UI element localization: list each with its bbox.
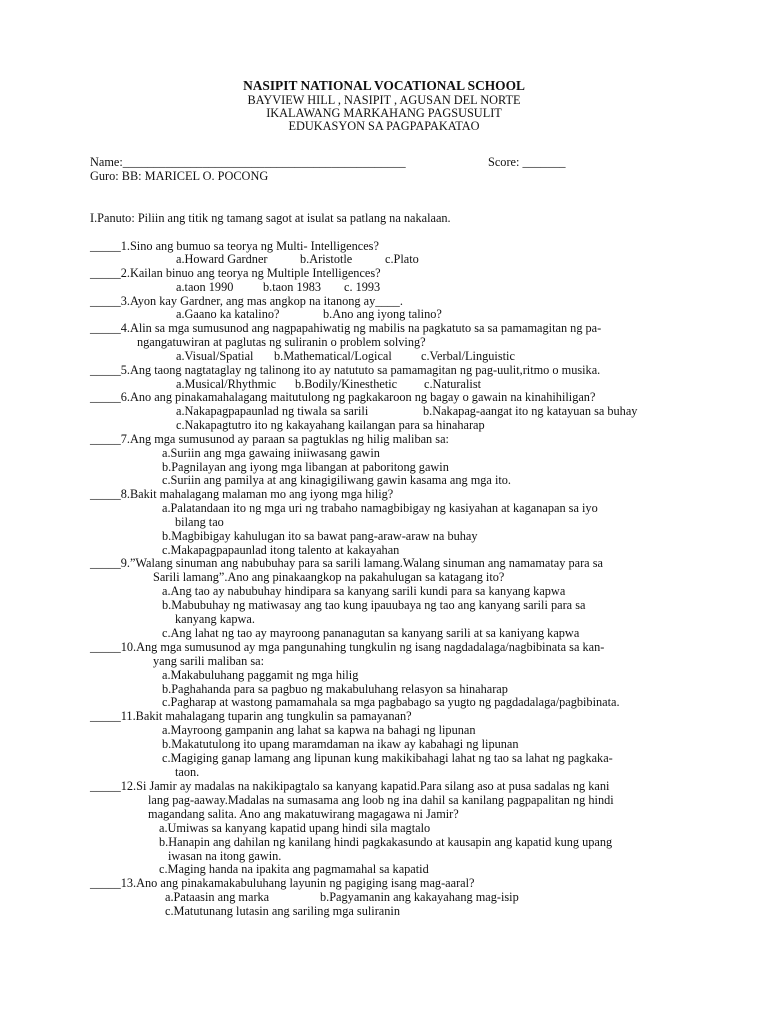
option: a.Musical/Rhythmic (176, 377, 277, 391)
option: a.Mayroong gampanin ang lahat sa kapwa na bahagi ng lipunan (162, 723, 476, 737)
question-stem: ngangatuwiran at paglutas ng suliranin o problem solving? (137, 335, 426, 349)
question-stem: yang sarili maliban sa: (153, 654, 264, 668)
question-stem: _____2.Kailan binuo ang teorya ng Multiple Intelligences? (90, 266, 381, 280)
exam-title: IKALAWANG MARKAHANG PAGSUSULIT (266, 106, 502, 120)
option: a.Pataasin ang marka (165, 890, 270, 904)
option: c.Matutunang lutasin ang sariling mga suliranin (165, 904, 400, 918)
question-stem: _____4.Alin sa mga sumusunod ang nagpapahiwatig ng mabilis na pagkatuto sa sa pamamagitan ng pa- (90, 321, 602, 335)
option: c.Naturalist (424, 377, 482, 391)
question-stem: magandang salita. Ano ang makatuwirang magagawa ni Jamir? (148, 807, 459, 821)
option: b.Hanapin ang dahilan ng kanilang hindi pagkakasundo at kausapin ang kapatid kung upang (159, 835, 613, 849)
option: a.Gaano ka katalino? (176, 307, 280, 321)
option: a.Makabuluhang paggamit ng mga hilig (162, 668, 359, 682)
option: a.Ang tao ay nabubuhay hindipara sa kanyang sarili kundi para sa kanyang kapwa (162, 584, 566, 598)
instructions: I.Panuto: Piliin ang titik ng tamang sagot at isulat sa patlang na nakalaan. (90, 211, 451, 225)
option: b.Makatutulong ito upang maramdaman na ikaw ay kabahagi ng lipunan (162, 737, 519, 751)
option: c.Makapagpapaunlad itong talento at kakayahan (162, 543, 400, 557)
option: b.Aristotle (300, 252, 353, 266)
subject-title: EDUKASYON SA PAGPAPAKATAO (288, 119, 480, 133)
option: c.Verbal/Linguistic (421, 349, 515, 363)
option: b.Nakapag-aangat ito ng katayuan sa buhay (423, 404, 638, 418)
option: a.taon 1990 (176, 280, 234, 294)
option: c.Plato (385, 252, 419, 266)
option: b.Mabubuhay ng matiwasay ang tao kung ipauubaya ng tao ang kanyang sarili para sa (162, 598, 586, 612)
question-stem: Sarili lamang”.Ano ang pinakaangkop na pakahulugan sa katagang ito? (153, 570, 505, 584)
option: a.Umiwas sa kanyang kapatid upang hindi sila magtalo (159, 821, 431, 835)
option: c.Suriin ang pamilya at ang kinagigiliwang gawin kasama ang mga ito. (162, 473, 512, 487)
school-address: BAYVIEW HILL , NASIPIT , AGUSAN DEL NORTE (247, 93, 521, 107)
question-stem: _____8.Bakit mahalagang malaman mo ang iyong mga hilig? (90, 487, 394, 501)
option: b.Bodily/Kinesthetic (295, 377, 398, 391)
option: c.Magiging ganap lamang ang lipunan kung makikibahagi lahat ng tao sa lahat ng pagkaka- (162, 751, 613, 765)
question-stem: _____10.Ang mga sumusunod ay mga pangunahing tungkulin ng isang nagdadalaga/nagbibinata sa kan- (90, 640, 605, 654)
option: a.Howard Gardner (176, 252, 268, 266)
option: c.Maging handa na ipakita ang pagmamahal sa kapatid (159, 862, 429, 876)
option: c.Nakapagtutro ito ng kakayahang kailangan para sa hinaharap (176, 418, 485, 432)
question-stem: _____6.Ano ang pinakamahalagang maitutulong ng pagkakaroon ng bagay o gawain na kinahihiligan? (90, 390, 596, 404)
option: b.Mathematical/Logical (274, 349, 392, 363)
teacher-name: Guro: BB: MARICEL O. POCONG (90, 169, 269, 183)
option: a.Suriin ang mga gawaing iniiwasang gawin (162, 446, 380, 460)
option: b.Paghahanda para sa pagbuo ng makabuluhang relasyon sa hinaharap (162, 682, 508, 696)
question-stem: _____9.”Walang sinuman ang nabubuhay para sa sarili lamang.Walang sinuman ang namamatay para sa (90, 556, 603, 570)
option: a.Visual/Spatial (176, 349, 254, 363)
option: taon. (175, 765, 200, 779)
question-stem: _____12.Si Jamir ay madalas na nakikipagtalo sa kanyang kapatid.Para silang aso at pusa sadalas ng kani (90, 779, 610, 793)
question-stem: _____7.Ang mga sumusunod ay paraan sa pagtuklas ng hilig maliban sa: (90, 432, 449, 446)
question-stem: _____5.Ang taong nagtataglay ng talinong ito ay natututo sa pamamagitan ng pag-uulit,ritmo o musika. (90, 363, 601, 377)
name-field[interactable]: Name:______________________________________________ (90, 155, 406, 169)
option: c.Ang lahat ng tao ay mayroong pananagutan sa kanyang sarili at sa kaniyang kapwa (162, 626, 580, 640)
option: iwasan na itong gawin. (168, 849, 282, 863)
score-field[interactable]: Score: _______ (488, 155, 566, 169)
question-stem: lang pag-aaway.Madalas na sumasama ang loob ng ina dahil sa kanilang pagpapalitan ng hindi (148, 793, 614, 807)
option: c. 1993 (344, 280, 381, 294)
option: b.Pagyamanin ang kakayahang mag-isip (320, 890, 519, 904)
option: b.taon 1983 (263, 280, 322, 294)
option: kanyang kapwa. (175, 612, 255, 626)
question-stem: _____11.Bakit mahalagang tuparin ang tungkulin sa pamayanan? (90, 709, 412, 723)
option: b.Pagnilayan ang iyong mga libangan at paboritong gawin (162, 460, 449, 474)
question-stem: _____1.Sino ang bumuo sa teorya ng Multi- Intelligences? (90, 239, 379, 253)
question-stem: _____3.Ayon kay Gardner, ang mas angkop na itanong ay____. (90, 294, 403, 308)
option: b.Magbibigay kahulugan ito sa bawat pang-araw-araw na buhay (162, 529, 478, 543)
option: bilang tao (175, 515, 224, 529)
school-name: NASIPIT NATIONAL VOCATIONAL SCHOOL (243, 78, 525, 93)
option: c.Pagharap at wastong pamamahala sa mga pagbabago sa yugto ng pagdadalaga/pagbibinata. (162, 695, 620, 709)
option: a.Palatandaan ito ng mga uri ng trabaho namagbibigay ng kasiyahan at kaganapan sa iyo (162, 501, 598, 515)
question-stem: _____13.Ano ang pinakamakabuluhang layunin ng pagiging isang mag-aaral? (90, 876, 475, 890)
option: b.Ano ang iyong talino? (323, 307, 442, 321)
option: a.Nakapagpapaunlad ng tiwala sa sarili (176, 404, 369, 418)
